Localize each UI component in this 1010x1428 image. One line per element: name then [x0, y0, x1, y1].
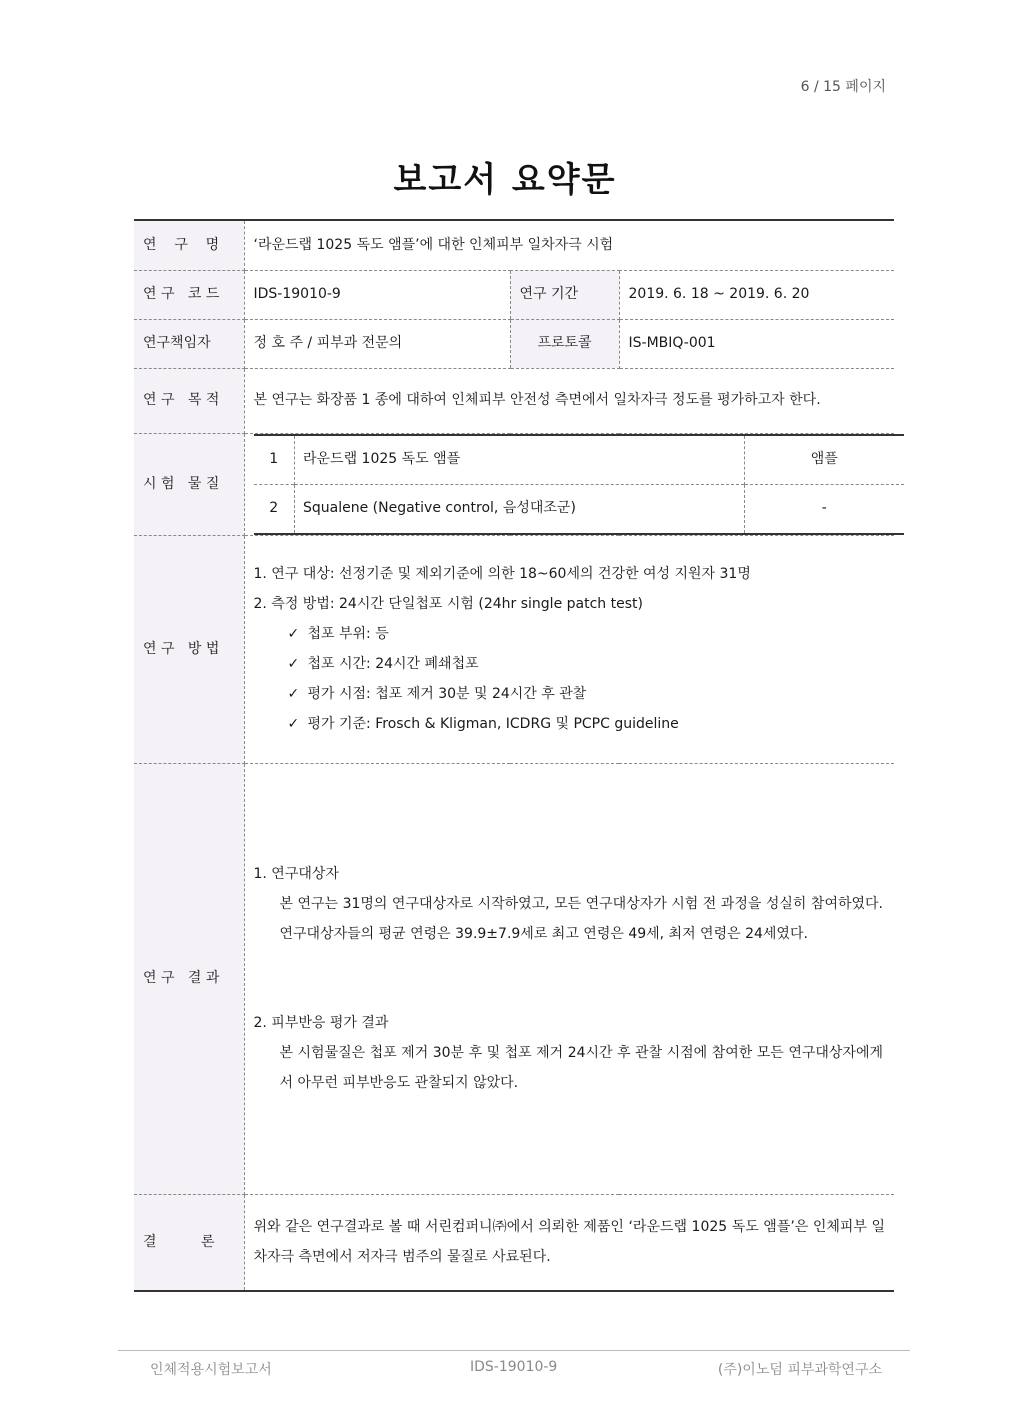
material-form: 앰플	[745, 435, 904, 485]
row-method	[134, 535, 894, 763]
method-check-text: 평가 기준: Frosch & Kligman, ICDRG 및 PCPC guideline	[307, 716, 679, 732]
summary-table	[134, 219, 894, 1292]
footer-divider	[118, 1350, 910, 1351]
page-indicator: 6 / 15 페이지	[800, 79, 886, 95]
value-conclusion: 위와 같은 연구결과로 볼 때 서린컴퍼니㈜에서 의뢰한 제품인 ‘라운드랩 1025 독도 앰플’은 인체피부 일차자극 측면에서 저자극 범주의 물질로 사료된다.	[244, 1194, 894, 1291]
material-name: Squalene (Negative control, 음성대조군)	[295, 484, 745, 534]
material-name: 라운드랩 1025 독도 앰플	[295, 435, 745, 485]
label-results: 연 구 결 과	[134, 763, 244, 1194]
checkmark-icon: ✓	[287, 656, 300, 672]
material-number: 2	[254, 484, 295, 534]
method-check-item	[254, 709, 886, 739]
checkmark-icon: ✓	[287, 716, 300, 732]
row-purpose	[134, 368, 894, 433]
footer-left: 인체적용시험보고서	[150, 1362, 272, 1378]
row-results	[134, 763, 894, 1194]
results-section	[254, 1008, 886, 1099]
value-protocol: IS-MBIQ-001	[619, 319, 894, 368]
footer-center: IDS-19010-9	[470, 1359, 558, 1375]
results-heading: 1. 연구대상자	[253, 865, 339, 882]
method-check-item	[254, 619, 886, 649]
value-study-period: 2019. 6. 18 ~ 2019. 6. 20	[619, 270, 894, 319]
label-method: 연 구 방 법	[134, 535, 244, 763]
method-check-text: 첩포 부위: 등	[307, 626, 389, 642]
label-materials: 시 험 물 질	[134, 433, 244, 535]
value-purpose: 본 연구는 화장품 1 종에 대하여 인체피부 안전성 측면에서 일차자극 정도를 평가하고자 한다.	[244, 368, 894, 433]
material-row	[254, 484, 904, 534]
label-purpose: 연 구 목 적	[134, 368, 244, 433]
method-item: 1. 연구 대상: 선정기준 및 제외기준에 의한 18~60세의 건강한 여성 지원자 31명	[253, 566, 751, 582]
label-study-name: 연 구 명	[134, 220, 244, 270]
label-study-code: 연 구 코 드	[134, 270, 244, 319]
page-title: 보고서 요약문	[393, 160, 617, 200]
material-row	[254, 435, 904, 485]
footer-right: (주)이노덤 피부과학연구소	[717, 1362, 882, 1378]
row-study-name	[134, 220, 894, 270]
material-form: -	[745, 484, 904, 534]
method-item: 2. 측정 방법: 24시간 단일첩포 시험 (24hr single patch test)	[253, 596, 643, 612]
row-materials	[134, 433, 894, 535]
method-list	[254, 559, 886, 739]
results-heading: 2. 피부반응 평가 결과	[253, 1014, 389, 1031]
method-check-text: 평가 시점: 첩포 제거 30분 및 24시간 후 관찰	[307, 686, 587, 702]
results-body: 본 시험물질은 첩포 제거 30분 후 및 첩포 제거 24시간 후 관찰 시점에 참여한 모든 연구대상자에게서 아무런 피부반응도 관찰되지 않았다.	[279, 1044, 883, 1091]
value-study-name: ‘라운드랩 1025 독도 앰플’에 대한 인체피부 일차자극 시험	[244, 220, 894, 270]
value-results	[244, 763, 894, 1194]
label-study-period: 연구 기간	[510, 270, 619, 319]
label-conclusion: 결 론	[134, 1194, 244, 1291]
method-check-item	[254, 679, 886, 709]
value-method	[244, 535, 894, 763]
label-investigator: 연구책임자	[134, 319, 244, 368]
checkmark-icon: ✓	[287, 686, 300, 702]
materials-table	[254, 434, 904, 535]
row-study-code	[134, 270, 894, 319]
row-conclusion	[134, 1194, 894, 1291]
materials-cell	[244, 433, 894, 535]
checkmark-icon: ✓	[287, 626, 300, 642]
label-protocol: 프로토콜	[510, 319, 619, 368]
results-body: 본 연구는 31명의 연구대상자로 시작하였고, 모든 연구대상자가 시험 전 과정을 성실히 참여하였다. 연구대상자들의 평균 연령은 39.9±7.9세로 최고 연령은 49세, 최저 연령은 24세였다.	[279, 895, 883, 942]
material-number: 1	[254, 435, 295, 485]
method-check-text: 첩포 시간: 24시간 폐쇄첩포	[307, 656, 479, 672]
value-study-code: IDS-19010-9	[244, 270, 510, 319]
method-check-item	[254, 649, 886, 679]
results-section	[254, 859, 886, 950]
row-investigator	[134, 319, 894, 368]
value-investigator: 정 호 주 / 피부과 전문의	[244, 319, 510, 368]
